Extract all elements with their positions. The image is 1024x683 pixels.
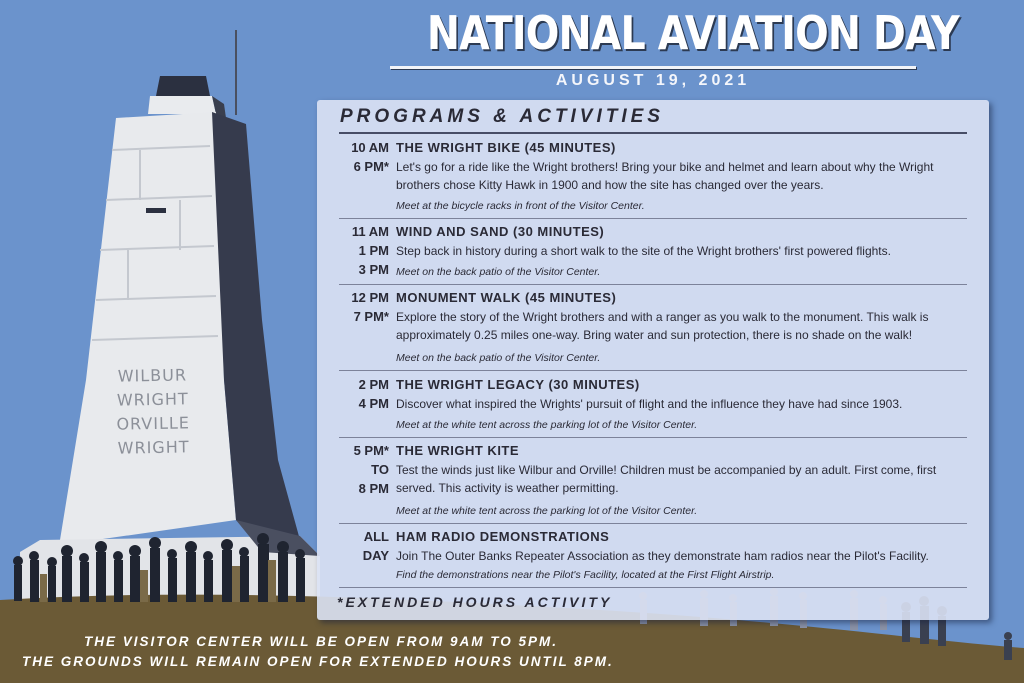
program-time: 6 PM* [353, 159, 389, 174]
program-times [339, 375, 389, 413]
inscription-line: WILBUR [117, 365, 188, 386]
program-title: THE WRIGHT KITE [396, 443, 520, 458]
program-title: MONUMENT WALK (45 MINUTES) [396, 290, 617, 305]
title-divider [390, 66, 916, 69]
grounds-hours: THE GROUNDS WILL REMAIN OPEN FOR EXTENDED HOURS UNTIL 8PM. [22, 654, 614, 669]
program-item [339, 527, 967, 589]
program-title: WIND AND SAND (30 MINUTES) [396, 224, 605, 239]
program-time: 7 PM* [353, 309, 389, 324]
program-location-note: Meet at the white tent across the parking lot of the Visitor Center. [396, 505, 698, 517]
program-times [339, 138, 389, 176]
program-item [339, 138, 967, 218]
program-location-note: Meet at the bicycle racks in front of the Visitor Center. [396, 200, 645, 212]
program-time: 11 AM [351, 224, 389, 239]
programs-panel [317, 100, 989, 620]
program-time: DAY [362, 548, 389, 563]
program-divider [339, 370, 967, 371]
program-time: 8 PM [358, 481, 389, 496]
program-times [339, 222, 389, 279]
extended-hours-footnote: *EXTENDED HOURS ACTIVITY [337, 594, 613, 610]
program-time: 2 PM [358, 377, 389, 392]
program-time: 12 PM [351, 290, 389, 305]
program-description: Test the winds just like Wilbur and Orville! Children must be accompanied by an adult. First come, first served. This activity is weather permitting. [396, 463, 937, 495]
program-time: 3 PM [358, 262, 389, 277]
program-item [339, 441, 967, 523]
program-location-note: Meet at the white tent across the parking lot of the Visitor Center. [396, 419, 698, 431]
inscription-line: ORVILLE [116, 413, 191, 434]
program-divider [339, 523, 967, 524]
program-location-note: Meet on the back patio of the Visitor Center. [396, 352, 601, 364]
visitor-center-hours: THE VISITOR CENTER WILL BE OPEN FROM 9AM TO 5PM. [84, 634, 559, 649]
program-divider [339, 284, 967, 285]
program-description: Discover what inspired the Wrights' pursuit of flight and the influence they have had since 1903. [396, 397, 903, 411]
program-times [339, 527, 389, 565]
program-description: Explore the story of the Wright brothers and with a ranger as you walk to the monument. This walk is approximately 0.25 miles one-way. Bring water and sun protection, there is no shade on the walk! [396, 310, 929, 342]
event-date: AUGUST 19, 2021 [555, 72, 751, 89]
monument-inscription [97, 363, 209, 461]
program-title: THE WRIGHT BIKE (45 MINUTES) [396, 140, 616, 155]
beacon [156, 76, 210, 96]
program-time: 5 PM* [353, 443, 389, 458]
inscription-line: WRIGHT [116, 389, 189, 410]
panel-heading: PROGRAMS & ACTIVITIES [340, 106, 664, 127]
heading-divider [339, 132, 967, 134]
page-title: NATIONAL AVIATION DAY [426, 6, 959, 60]
program-item [339, 375, 967, 437]
program-divider [339, 218, 967, 219]
program-time: TO [371, 462, 389, 477]
program-divider [339, 587, 967, 588]
program-location-note: Meet on the back patio of the Visitor Center. [396, 266, 601, 278]
program-description: Step back in history during a short walk to the site of the Wright brothers' first powered flights. [396, 244, 891, 258]
program-divider [339, 437, 967, 438]
program-title: THE WRIGHT LEGACY (30 MINUTES) [396, 377, 640, 392]
program-time: 1 PM [358, 243, 389, 258]
program-time: 4 PM [358, 396, 389, 411]
program-item [339, 222, 967, 284]
program-item [339, 288, 967, 372]
monument-shaft [40, 112, 236, 548]
program-description: Let's go for a ride like the Wright brothers! Bring your bike and helmet and learn about why the Wright brothers chose Kitty Hawk in 1900 and how the site has changed over the years. [396, 160, 934, 192]
program-time: ALL [363, 529, 389, 544]
program-description: Join The Outer Banks Repeater Association as they demonstrate ham radios near the Pilot's Facility. [396, 549, 929, 563]
program-time: 10 AM [351, 140, 389, 155]
program-times [339, 288, 389, 326]
program-title: HAM RADIO DEMONSTRATIONS [396, 529, 610, 544]
program-times [339, 441, 389, 498]
inscription-line: WRIGHT [117, 437, 190, 458]
program-location-note: Find the demonstrations near the Pilot's Facility, located at the First Flight Airstrip. [396, 569, 775, 581]
